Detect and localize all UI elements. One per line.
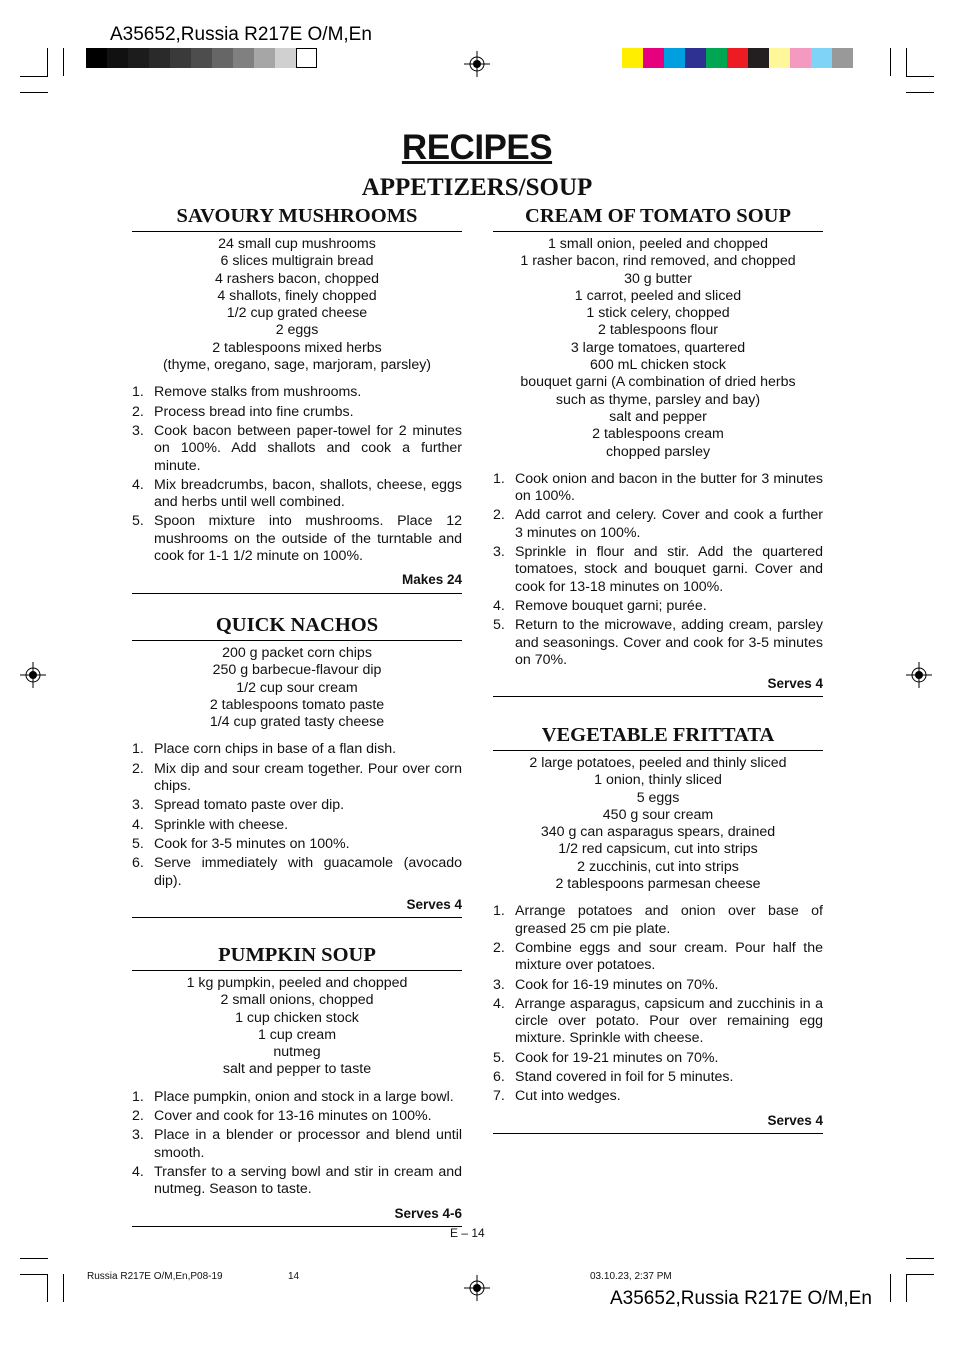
recipe-title: PUMPKIN SOUP xyxy=(132,942,462,971)
color-swatch xyxy=(170,48,191,68)
ingredient: 1/2 red capsicum, cut into strips xyxy=(558,841,758,858)
step-number: 1. xyxy=(132,1088,144,1105)
color-swatch xyxy=(107,48,128,68)
crop-mark xyxy=(906,1258,934,1259)
ingredient: 5 eggs xyxy=(636,789,680,806)
method-step xyxy=(132,1164,462,1199)
method-step xyxy=(493,996,823,1048)
footer-page: 14 xyxy=(288,1271,300,1282)
ingredient: 1 rasher bacon, rind removed, and chopped xyxy=(520,253,796,270)
step-text: Place corn chips in base of a flan dish. xyxy=(154,741,397,758)
method-step xyxy=(493,977,823,994)
job-header-top: A35652,Russia R217E O/M,En xyxy=(110,24,372,45)
ingredient-list xyxy=(132,975,462,1079)
method-step xyxy=(132,1127,462,1162)
ingredient: 1/2 cup grated cheese xyxy=(226,305,368,322)
step-number: 4. xyxy=(132,1163,144,1180)
step-number: 4. xyxy=(493,597,505,614)
step-number: 1. xyxy=(132,741,144,758)
step-number: 2. xyxy=(132,760,144,777)
method-steps xyxy=(132,741,462,889)
crop-mark xyxy=(20,92,48,93)
step-number: 3. xyxy=(132,422,144,439)
color-swatch xyxy=(748,48,769,68)
recipe-savoury-mushrooms xyxy=(132,203,462,594)
crop-mark xyxy=(906,92,934,93)
color-swatch xyxy=(275,48,296,68)
ingredient: 2 small onions, chopped xyxy=(220,992,374,1009)
color-swatch xyxy=(191,48,212,68)
ingredient: 24 small cup mushrooms xyxy=(218,236,376,252)
footer-file: Russia R217E O/M,En,P08-19 xyxy=(87,1271,223,1282)
step-text: Cut into wedges. xyxy=(515,1088,621,1105)
footer-date: 03.10.23, 2:37 PM xyxy=(590,1271,672,1282)
step-text: Transfer to a serving bowl and stir in cream and nutmeg. Season to taste. xyxy=(154,1163,462,1198)
recipe-title: CREAM OF TOMATO SOUP xyxy=(493,203,823,232)
ingredient: 600 mL chicken stock xyxy=(590,357,726,374)
method-step xyxy=(132,741,462,758)
step-number: 5. xyxy=(493,617,505,634)
step-text: Serve immediately with guacamole (avocado dip). xyxy=(154,855,462,889)
ingredient: 1 stick celery, chopped xyxy=(586,305,730,322)
step-number: 2. xyxy=(493,939,505,956)
step-text: Return to the microwave, adding cream, parsley and seasonings. Cover and cook for 3-5 minutes on 70%. xyxy=(515,617,823,668)
color-swatch xyxy=(685,48,706,68)
registration-mark-icon xyxy=(464,1275,490,1301)
ingredient: 1/4 cup grated tasty cheese xyxy=(209,714,385,731)
crop-mark xyxy=(20,1258,48,1259)
step-text: Mix dip and sour cream together. Pour over corn chips. xyxy=(154,760,462,795)
crop-mark xyxy=(906,1274,907,1302)
ingredient: 2 tablespoons parmesan cheese xyxy=(555,876,761,893)
color-swatch xyxy=(86,48,107,68)
crop-mark xyxy=(63,1274,64,1302)
step-text: Process bread into fine crumbs. xyxy=(154,403,354,420)
ingredient: salt and pepper xyxy=(609,408,707,425)
step-text: Sprinkle in flour and stir. Add the quartered tomatoes, stock and bouquet garni. Cover and cook for 13-18 minutes on 100%. xyxy=(515,544,823,595)
method-steps xyxy=(493,471,823,669)
ingredient: 200 g packet corn chips xyxy=(222,645,372,661)
method-steps xyxy=(132,384,462,565)
color-swatch xyxy=(296,48,317,68)
method-step xyxy=(132,797,462,814)
recipe-pumpkin-soup xyxy=(132,942,462,1227)
ingredient: salt and pepper to taste xyxy=(222,1061,372,1078)
method-steps xyxy=(132,1089,462,1199)
step-number: 4. xyxy=(132,476,144,493)
method-step xyxy=(493,507,823,542)
step-text: Cook onion and bacon in the butter for 3 minutes on 100%. xyxy=(515,470,823,505)
gray-color-bar xyxy=(86,48,317,68)
step-text: Sprinkle with cheese. xyxy=(154,816,289,833)
step-text: Place in a blender or processor and blend until smooth. xyxy=(154,1127,462,1161)
color-swatch xyxy=(727,48,748,68)
step-text: Add carrot and celery. Cover and cook a further 3 minutes on 100%. xyxy=(515,507,823,541)
color-swatch xyxy=(706,48,727,68)
ingredient: chopped parsley xyxy=(605,443,711,460)
color-swatch xyxy=(769,48,790,68)
ingredient: 2 zucchinis, cut into strips xyxy=(577,858,739,875)
registration-mark-icon xyxy=(464,51,490,77)
ingredient: 2 tablespoons cream xyxy=(592,426,724,443)
crop-mark xyxy=(47,1274,48,1302)
method-step xyxy=(132,404,462,421)
ingredient: 1 kg pumpkin, peeled and chopped xyxy=(186,975,408,991)
step-number: 1. xyxy=(132,384,144,401)
step-text: Arrange potatoes and onion over base of greased 25 cm pie plate. xyxy=(515,903,823,937)
method-step xyxy=(493,1069,823,1086)
step-text: Cook bacon between paper-towel for 2 minutes on 100%. Add shallots and cook a further minute. xyxy=(154,422,462,474)
step-text: Remove bouquet garni; purée. xyxy=(515,597,707,614)
method-step xyxy=(132,423,462,475)
ingredient-list xyxy=(493,755,823,893)
ingredient: such as thyme, parsley and bay) xyxy=(555,391,761,408)
page-number: E – 14 xyxy=(450,1226,485,1240)
crop-mark xyxy=(63,48,64,76)
method-steps xyxy=(493,903,823,1105)
method-step xyxy=(132,836,462,853)
ingredient: 4 rashers bacon, chopped xyxy=(214,270,380,287)
step-number: 5. xyxy=(132,835,144,852)
method-step xyxy=(132,761,462,796)
method-step xyxy=(493,471,823,506)
ingredient: (thyme, oregano, sage, marjoram, parsley) xyxy=(162,357,432,374)
step-text: Spread tomato paste over dip. xyxy=(154,797,345,814)
step-text: Mix breadcrumbs, bacon, shallots, cheese, eggs and herbs until well combined. xyxy=(154,476,462,511)
crop-mark xyxy=(906,1274,934,1275)
step-number: 3. xyxy=(493,544,505,561)
recipe-title: QUICK NACHOS xyxy=(132,612,462,641)
method-step xyxy=(493,598,823,615)
method-step xyxy=(132,477,462,512)
ingredient-list xyxy=(132,236,462,374)
ingredient: 1 carrot, peeled and sliced xyxy=(574,287,742,304)
ingredient: bouquet garni (A combination of dried herbs xyxy=(520,374,796,391)
method-step xyxy=(132,1108,462,1125)
step-number: 5. xyxy=(493,1049,505,1066)
recipe-cream-of-tomato-soup xyxy=(493,203,823,697)
recipe-vegetable-frittata xyxy=(493,722,823,1134)
step-text: Spoon mixture into mushrooms. Place 12 mushrooms on the outside of the turntable and cook for 1-1 1/2 minute on 100%. xyxy=(154,513,462,565)
step-text: Cook for 16-19 minutes on 70%. xyxy=(515,976,719,993)
ingredient: 450 g sour cream xyxy=(602,806,714,823)
ingredient: 250 g barbecue-flavour dip xyxy=(212,662,382,679)
step-text: Cook for 19-21 minutes on 70%. xyxy=(515,1049,719,1066)
step-text: Cook for 3-5 minutes on 100%. xyxy=(154,835,350,852)
step-number: 7. xyxy=(493,1088,505,1105)
crop-mark xyxy=(47,48,48,76)
ingredient: 2 tablespoons flour xyxy=(598,322,718,339)
color-swatch xyxy=(832,48,853,68)
yield-label: Serves 4 xyxy=(493,1112,823,1134)
method-step xyxy=(493,940,823,975)
ingredient: 2 tablespoons mixed herbs xyxy=(212,339,382,356)
color-swatch xyxy=(212,48,233,68)
step-number: 2. xyxy=(132,403,144,420)
step-number: 3. xyxy=(132,797,144,814)
color-swatch xyxy=(664,48,685,68)
step-number: 2. xyxy=(132,1108,144,1125)
step-text: Combine eggs and sour cream. Pour half the mixture over potatoes. xyxy=(515,939,823,974)
ingredient: 1 cup cream xyxy=(257,1026,337,1043)
yield-label: Makes 24 xyxy=(132,571,462,593)
step-text: Remove stalks from mushrooms. xyxy=(154,384,362,401)
ingredient: 3 large tomatoes, quartered xyxy=(570,339,746,356)
color-swatch xyxy=(128,48,149,68)
step-number: 6. xyxy=(132,855,144,872)
method-step xyxy=(493,617,823,669)
yield-label: Serves 4 xyxy=(132,896,462,918)
ingredient: 6 slices multigrain bread xyxy=(220,253,374,270)
method-step xyxy=(132,855,462,890)
step-number: 1. xyxy=(493,903,505,920)
ingredient: 1 cup chicken stock xyxy=(235,1009,359,1026)
step-number: 4. xyxy=(132,816,144,833)
step-number: 6. xyxy=(493,1069,505,1086)
step-number: 4. xyxy=(493,995,505,1012)
step-number: 3. xyxy=(493,976,505,993)
step-text: Cover and cook for 13-16 minutes on 100%. xyxy=(154,1108,432,1125)
step-text: Arrange asparagus, capsicum and zucchinis in a circle over potato. Pour over remaining egg mixture. Sprinkle with cheese. xyxy=(515,995,823,1047)
ingredient: 1/2 cup sour cream xyxy=(236,679,358,696)
ingredient-list xyxy=(493,236,823,461)
color-swatch xyxy=(254,48,275,68)
method-step xyxy=(132,817,462,834)
method-step xyxy=(493,1050,823,1067)
crop-mark xyxy=(890,48,891,76)
step-text: Stand covered in foil for 5 minutes. xyxy=(515,1069,734,1086)
color-swatch xyxy=(149,48,170,68)
ingredient: nutmeg xyxy=(273,1044,321,1061)
ingredient: 2 tablespoons tomato paste xyxy=(209,696,385,713)
recipe-title: SAVOURY MUSHROOMS xyxy=(132,203,462,232)
crop-mark xyxy=(20,1274,48,1275)
color-swatch xyxy=(790,48,811,68)
color-swatch xyxy=(233,48,254,68)
color-swatch xyxy=(622,48,643,68)
registration-mark-icon xyxy=(20,662,46,688)
step-number: 5. xyxy=(132,513,144,530)
ingredient-list xyxy=(132,645,462,731)
ingredient: 1 onion, thinly sliced xyxy=(594,772,722,789)
crop-mark xyxy=(906,76,934,77)
yield-label: Serves 4-6 xyxy=(132,1205,462,1227)
color-swatch xyxy=(643,48,664,68)
page-title: RECIPES xyxy=(401,128,553,167)
step-number: 1. xyxy=(493,470,505,487)
method-step xyxy=(132,384,462,401)
ingredient: 2 eggs xyxy=(275,322,319,339)
recipe-quick-nachos xyxy=(132,612,462,918)
yield-label: Serves 4 xyxy=(493,675,823,697)
section-title: APPETIZERS/SOUP xyxy=(361,174,593,201)
step-number: 3. xyxy=(132,1127,144,1144)
step-text: Place pumpkin, onion and stock in a large bowl. xyxy=(154,1088,454,1105)
method-step xyxy=(493,544,823,596)
crop-mark xyxy=(906,48,907,76)
ingredient: 30 g butter xyxy=(624,270,692,287)
ingredient: 4 shallots, finely chopped xyxy=(217,287,377,304)
cmyk-color-bar xyxy=(622,48,853,68)
crop-mark xyxy=(20,76,48,77)
ingredient: 340 g can asparagus spears, drained xyxy=(540,824,776,841)
recipe-title: VEGETABLE FRITTATA xyxy=(493,722,823,751)
ingredient: 2 large potatoes, peeled and thinly sliced xyxy=(529,755,787,771)
step-number: 2. xyxy=(493,507,505,524)
method-step xyxy=(132,513,462,565)
method-step xyxy=(493,903,823,938)
color-swatch xyxy=(811,48,832,68)
method-step xyxy=(493,1088,823,1105)
ingredient: 1 small onion, peeled and chopped xyxy=(547,236,769,252)
registration-mark-icon xyxy=(906,662,932,688)
crop-mark xyxy=(890,1274,891,1302)
job-header-bottom: A35652,Russia R217E O/M,En xyxy=(610,1288,872,1309)
method-step xyxy=(132,1089,462,1106)
